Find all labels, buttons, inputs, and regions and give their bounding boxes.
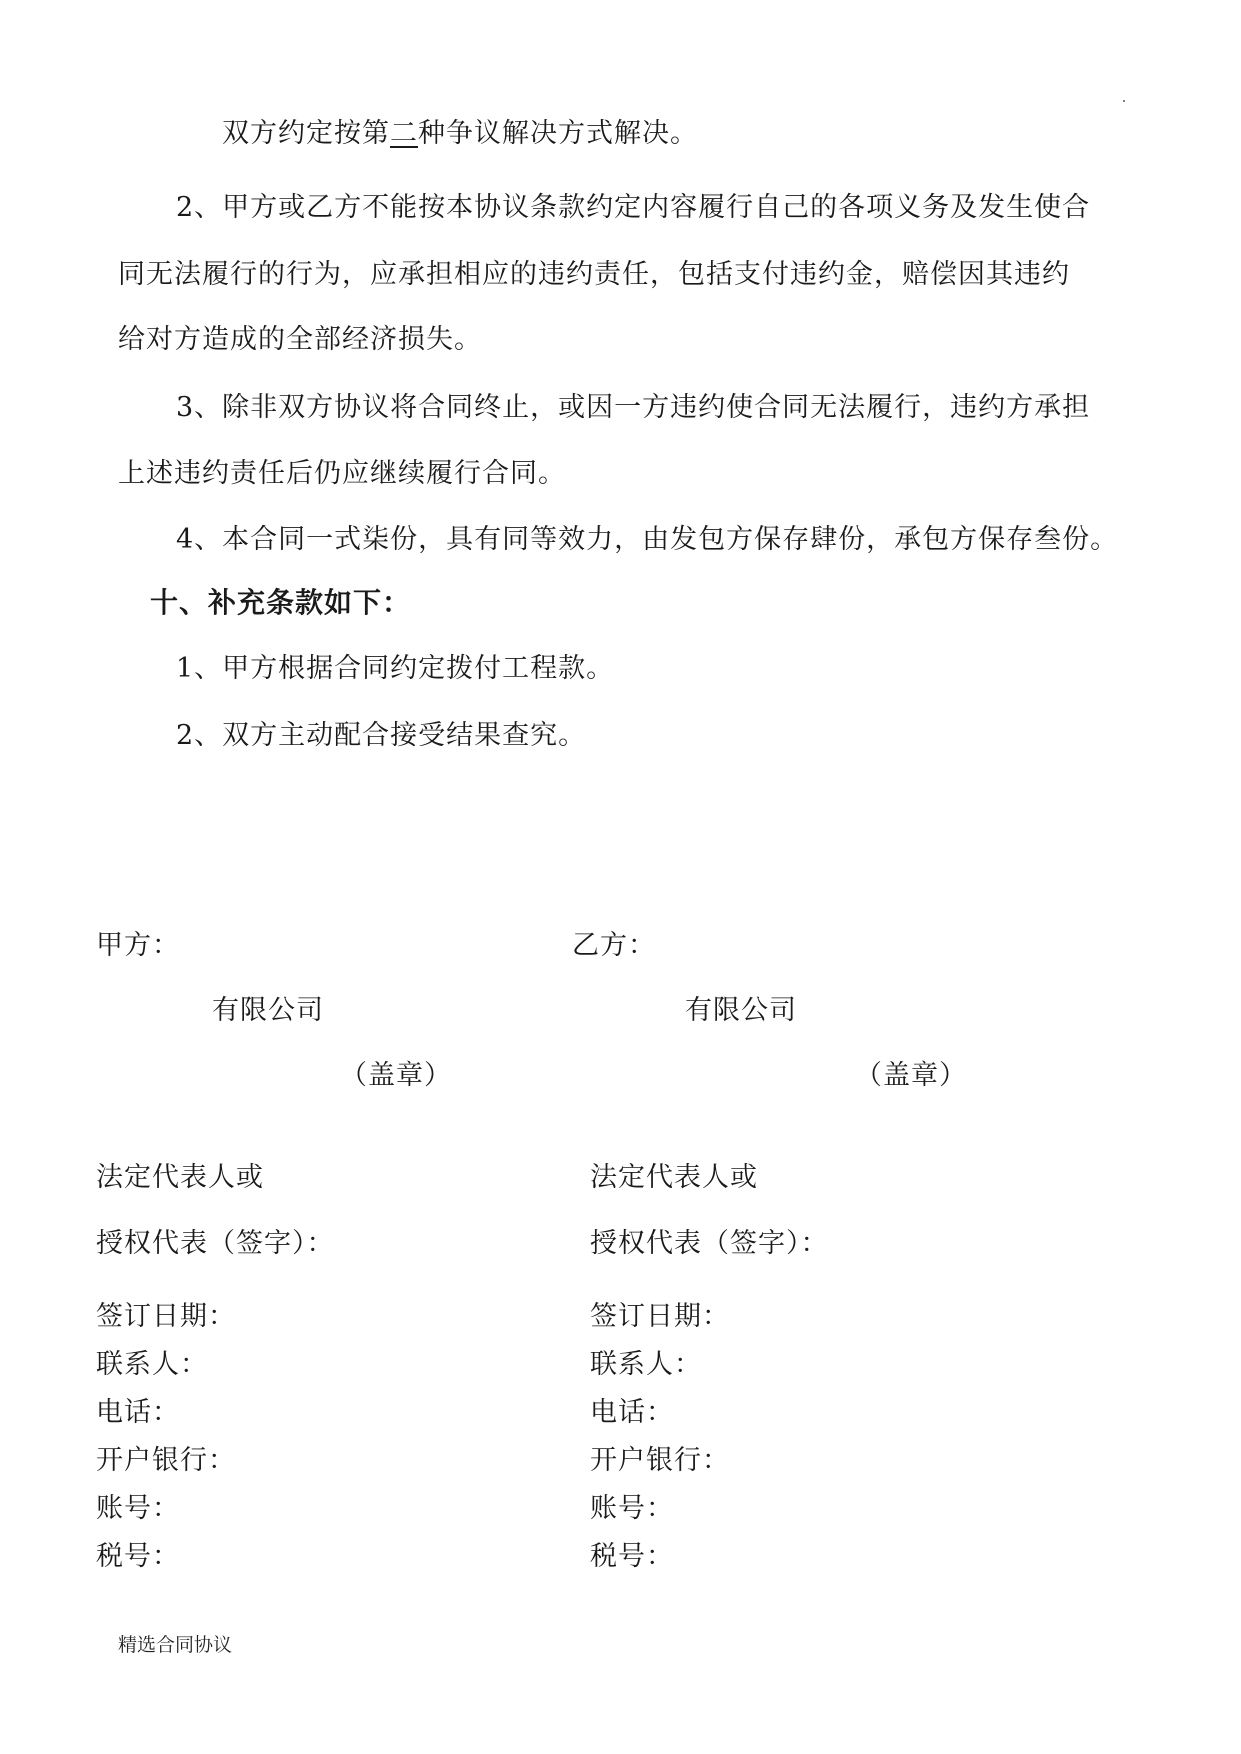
party-b-label: 乙方： — [572, 930, 656, 961]
corner-dot-mark — [1123, 100, 1125, 102]
supplement-item-1: 1、甲方根据合同约定拨付工程款。 — [176, 653, 615, 684]
party-a-rep-line-2: 授权代表（签字）： — [96, 1228, 335, 1259]
party-b-company: 有限公司 — [685, 995, 797, 1026]
clause-2-line-3: 给对方造成的全部经济损失。 — [118, 324, 482, 355]
party-a-tax: 税号： — [96, 1541, 180, 1572]
clause-3-line-1: 3、除非双方协议将合同终止，或因一方违约使合同无法履行，违约方承担 — [176, 392, 1091, 423]
party-b-rep-line-1: 法定代表人或 — [590, 1162, 758, 1193]
party-a-label: 甲方： — [96, 930, 180, 961]
party-b-rep-line-2: 授权代表（签字）： — [590, 1228, 829, 1259]
supplement-item-2: 2、双方主动配合接受结果查究。 — [176, 720, 587, 751]
party-b-contact: 联系人： — [590, 1349, 702, 1380]
dispute-number: 二 — [390, 118, 418, 149]
party-a-contact: 联系人： — [96, 1349, 208, 1380]
party-a-company: 有限公司 — [212, 995, 324, 1026]
party-b-bank: 开户银行： — [590, 1445, 730, 1476]
clause-2-line-1: 2、甲方或乙方不能按本协议条款约定内容履行自己的各项义务及发生使合 — [176, 192, 1091, 223]
party-a-seal: （盖章） — [340, 1060, 452, 1091]
party-b-tax: 税号： — [590, 1541, 674, 1572]
party-a-rep-line-1: 法定代表人或 — [96, 1162, 264, 1193]
party-b-account: 账号： — [590, 1493, 674, 1524]
party-b-seal: （盖章） — [855, 1060, 967, 1091]
dispute-resolution-line — [222, 116, 698, 152]
dispute-suffix: 种争议解决方式解决。 — [418, 118, 698, 149]
dispute-prefix: 双方约定按第 — [222, 118, 390, 149]
supplement-heading: 十、补充条款如下： — [150, 586, 412, 619]
party-b-date: 签订日期： — [590, 1301, 730, 1332]
clause-2-line-2: 同无法履行的行为，应承担相应的违约责任，包括支付违约金，赔偿因其违约 — [118, 259, 1070, 290]
party-a-bank: 开户银行： — [96, 1445, 236, 1476]
clause-3-line-2: 上述违约责任后仍应继续履行合同。 — [118, 458, 566, 489]
party-b-phone: 电话： — [590, 1397, 674, 1428]
party-a-date: 签订日期： — [96, 1301, 236, 1332]
page-footer: 精选合同协议 — [118, 1634, 233, 1656]
clause-4-line-1: 4、本合同一式柒份，具有同等效力，由发包方保存肆份，承包方保存叁份。 — [176, 524, 1119, 555]
party-a-account: 账号： — [96, 1493, 180, 1524]
party-a-phone: 电话： — [96, 1397, 180, 1428]
